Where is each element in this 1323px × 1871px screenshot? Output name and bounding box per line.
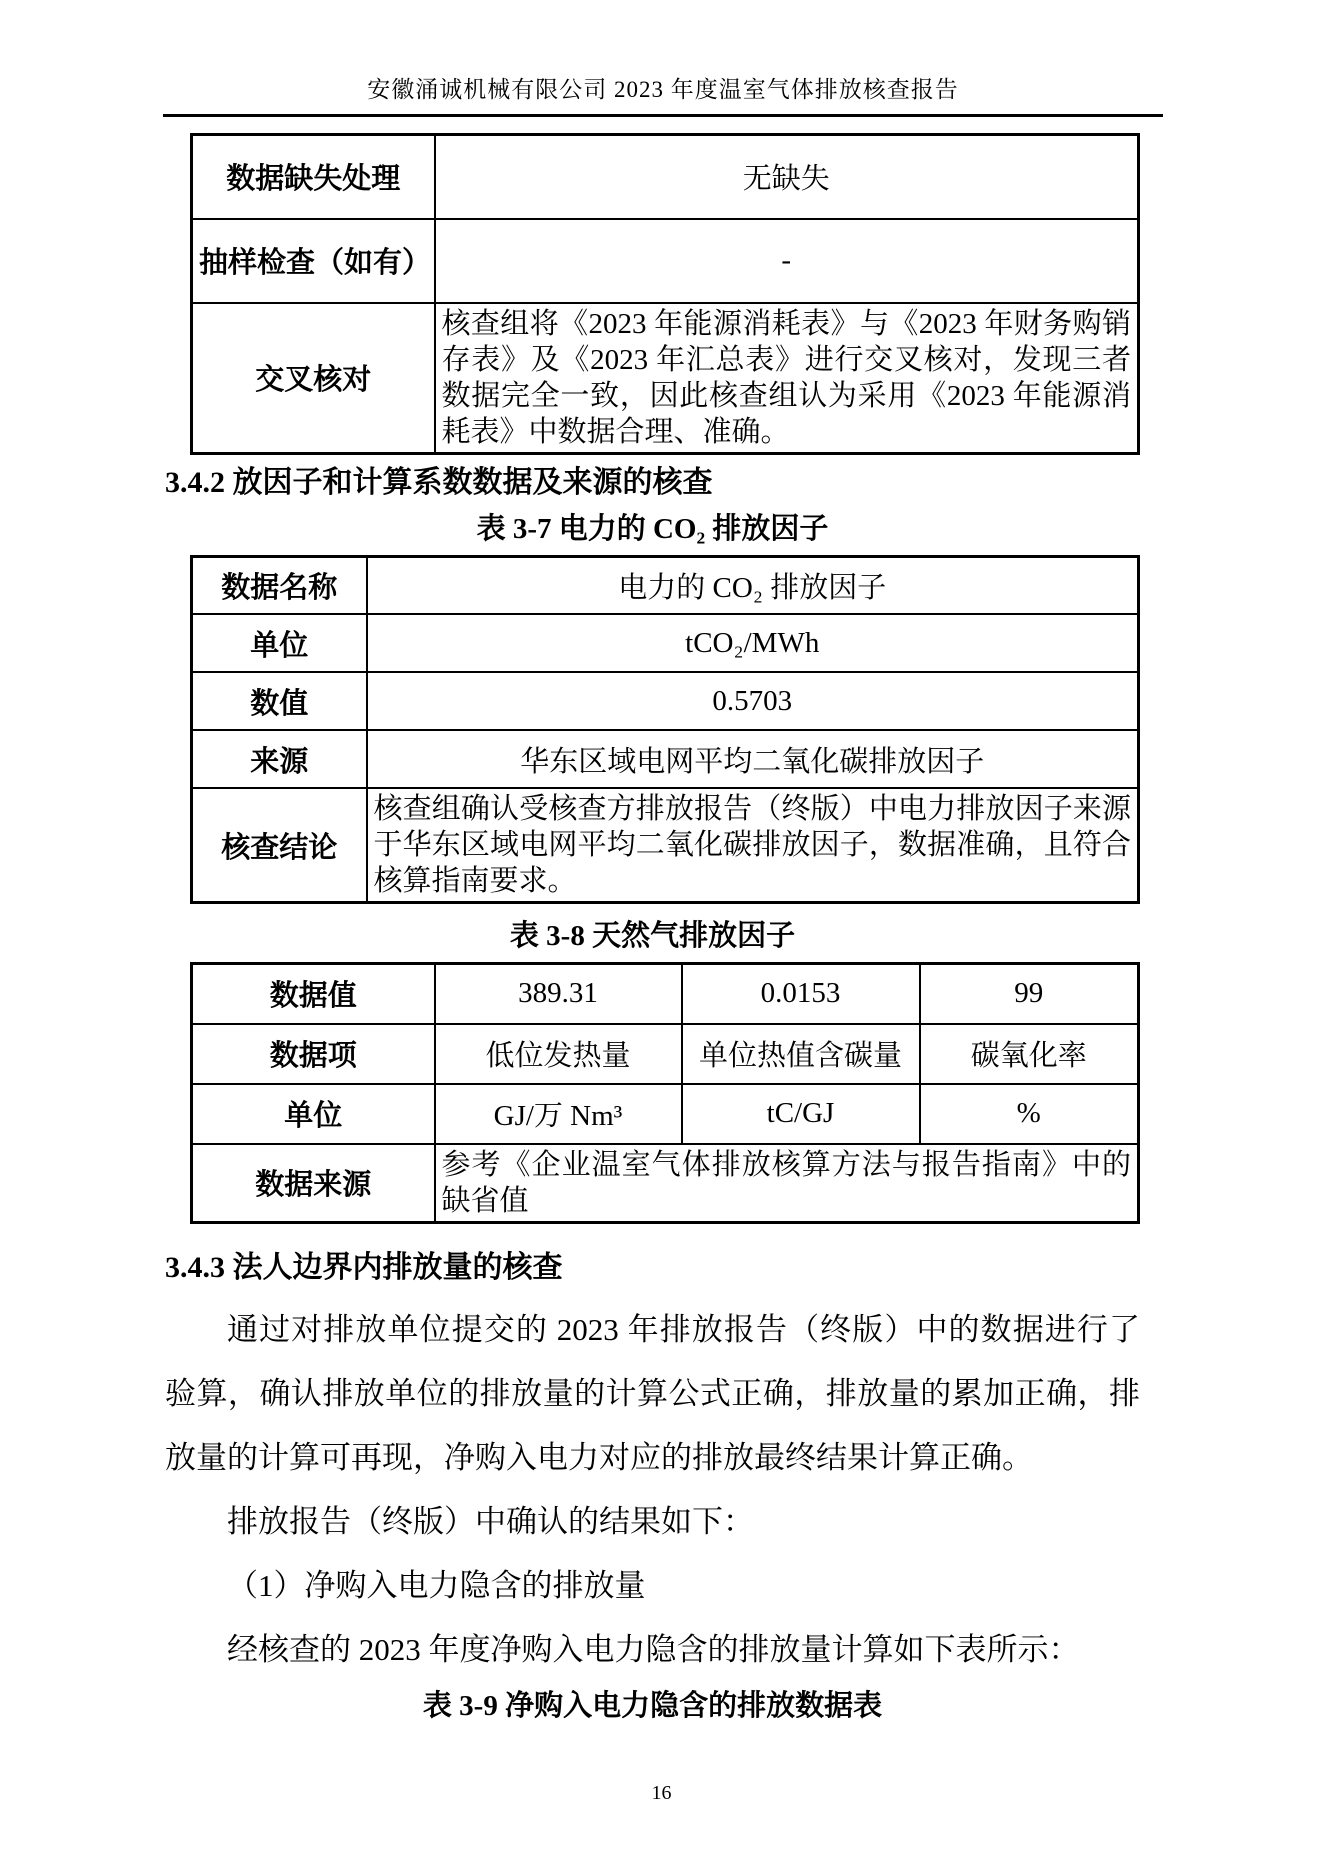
table-row (192, 1024, 1139, 1084)
table-row (192, 730, 1139, 788)
row-value-conclusion: 核查组确认受核查方排放报告（终版）中电力排放因子来源于华东区域电网平均二氧化碳排放因子，数据准确，且符合核算指南要求。 (367, 788, 1139, 903)
cell-oxidation-rate-item: 碳氧化率 (920, 1024, 1139, 1084)
paragraph-report-results-intro: 排放报告（终版）中确认的结果如下： (227, 1503, 754, 1539)
table-39-caption: 表 3-9 净购入电力隐含的排放数据表 (422, 1689, 883, 1722)
page-number: 16 (651, 1782, 672, 1804)
table-row (192, 788, 1139, 903)
row-label-source: 来源 (192, 730, 367, 788)
row-label-data-items: 数据项 (192, 1024, 435, 1084)
cell-carbon-content-item: 单位热值含碳量 (682, 1024, 920, 1084)
row-label-cross-check: 交叉核对 (192, 303, 435, 454)
row-value-data-missing: 无缺失 (435, 135, 1139, 219)
row-label-unit: 单位 (192, 614, 367, 672)
table-row (192, 303, 1139, 454)
table-37-caption: 表 3-7 电力的 CO₂ 排放因子 (476, 512, 829, 545)
header-title: 安徽涌诚机械有限公司 2023 年度温室气体排放核查报告 (367, 77, 959, 102)
table-row (192, 1084, 1139, 1144)
row-label-conclusion: 核查结论 (192, 788, 367, 903)
table-row (192, 135, 1139, 219)
row-label-data-values: 数据值 (192, 964, 435, 1024)
cell-ncv-unit: GJ/万 Nm³ (435, 1084, 682, 1144)
row-label-sampling-check: 抽样检查（如有） (192, 219, 435, 303)
row-label-data-name: 数据名称 (192, 556, 367, 614)
row-value-sampling-check: - (435, 219, 1139, 303)
row-label-units: 单位 (192, 1084, 435, 1144)
row-label-value: 数值 (192, 672, 367, 730)
row-value-source: 华东区域电网平均二氧化碳排放因子 (367, 730, 1139, 788)
table-row (192, 964, 1139, 1024)
cell-ncv-value: 389.31 (435, 964, 682, 1024)
table-row (192, 219, 1139, 303)
section-heading-342: 3.4.2 放因子和计算系数数据及来源的核查 (165, 465, 713, 499)
document-header (163, 0, 1163, 117)
table-row (192, 672, 1139, 730)
paragraph-verification-result: 通过对排放单位提交的 2023 年排放报告（终版）中的数据进行了验算，确认排放单位的排放量的计算公式正确，排放量的累加正确，排放量的计算可再现，净购入电力对应的排放最终结果计算正确。 (165, 1311, 1140, 1475)
table-38-caption: 表 3-8 天然气排放因子 (509, 920, 796, 952)
cell-data-source: 参考《企业温室气体排放核算方法与报告指南》中的缺省值 (435, 1144, 1139, 1223)
cell-oxidation-rate-value: 99 (920, 964, 1139, 1024)
paragraph-table-intro: 经核查的 2023 年度净购入电力隐含的排放量计算如下表所示： (227, 1631, 1080, 1667)
row-label-data-source: 数据来源 (192, 1144, 435, 1223)
data-verification-table (190, 133, 1140, 455)
table-row (192, 556, 1139, 614)
natural-gas-factor-table (190, 962, 1140, 1224)
paragraph-item-1: （1）净购入电力隐含的排放量 (227, 1567, 646, 1603)
table-row (192, 1144, 1139, 1223)
table-row (192, 614, 1139, 672)
cell-carbon-content-value: 0.0153 (682, 964, 920, 1024)
cell-ncv-item: 低位发热量 (435, 1024, 682, 1084)
row-value-data-name: 电力的 CO₂ 排放因子 (367, 556, 1139, 614)
row-value-value: 0.5703 (367, 672, 1139, 730)
row-value-unit: tCO₂/MWh (367, 614, 1139, 672)
cell-oxidation-rate-unit: % (920, 1084, 1139, 1144)
cell-carbon-content-unit: tC/GJ (682, 1084, 920, 1144)
electricity-co2-factor-table (190, 555, 1140, 905)
body-paragraphs (165, 1298, 1140, 1682)
row-value-cross-check: 核查组将《2023 年能源消耗表》与《2023 年财务购销存表》及《2023 年汇总表》进行交叉核对，发现三者数据完全一致，因此核查组认为采用《2023 年能源消耗表》中数据合理、准确。 (435, 303, 1139, 454)
section-heading-343: 3.4.3 法人边界内排放量的核查 (165, 1250, 563, 1284)
row-label-data-missing: 数据缺失处理 (192, 135, 435, 219)
